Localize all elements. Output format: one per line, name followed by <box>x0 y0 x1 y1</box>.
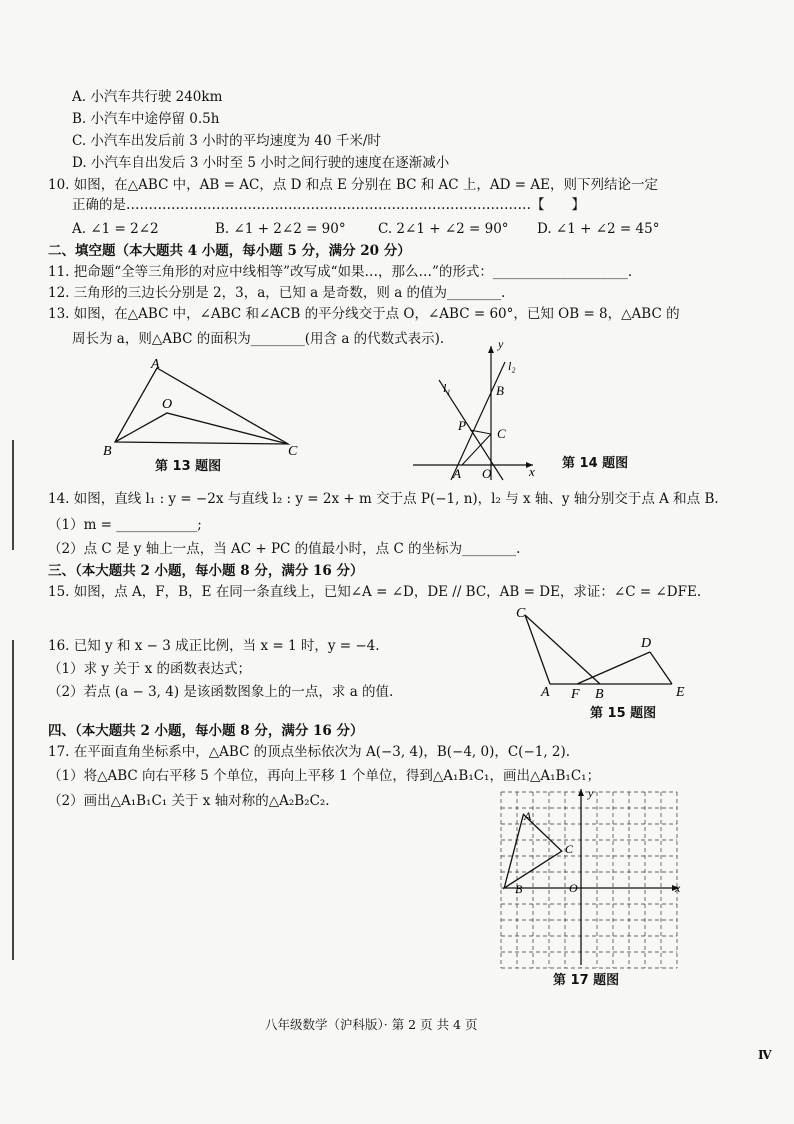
fig14-label-x: x <box>529 464 535 479</box>
q17-part-2: （2）画出△A₁B₁C₁ 关于 x 轴对称的△A₂B₂C₂. <box>48 793 330 809</box>
fig15-label-c: C <box>516 606 526 621</box>
fig14-label-l2: l₂ <box>508 359 516 373</box>
fig15-caption: 第 15 题图 <box>590 706 657 721</box>
fig15-label-f: F <box>571 687 580 702</box>
q14-part-1: （1）m = ____________; <box>48 517 202 533</box>
fig13-caption: 第 13 题图 <box>155 459 222 474</box>
q12: 12. 三角形的三边长分别是 2，3，a，已知 a 是奇数，则 a 的值为________. <box>48 285 506 301</box>
fig13-label-b: B <box>103 444 112 459</box>
section-3-heading: 三、（本大题共 2 小题，每小题 8 分，满分 16 分） <box>48 563 364 579</box>
q9-option-a: A. 小汽车共行驶 240km <box>72 89 223 105</box>
q15: 15. 如图，点 A，F，B，E 在同一条直线上，已知∠A = ∠D，DE // BC，AB = DE，求证：∠C = ∠DFE. <box>48 584 702 600</box>
fig17-label-a: A <box>524 809 532 823</box>
q9-option-c: C. 小汽车出发后前 3 小时的平均速度为 40 千米/时 <box>72 133 381 149</box>
q10-stem-cont: 正确的是………………………………………………………………………………【 】 <box>72 197 585 213</box>
fig17-caption: 第 17 题图 <box>553 973 620 988</box>
q9-option-d: D. 小汽车自出发后 3 小时至 5 小时之间行驶的速度在逐渐减小 <box>72 155 450 171</box>
fig14-label-l1: l₁ <box>443 381 451 395</box>
page-footer: 八年级数学（沪科版）· 第 2 页 共 4 页 <box>265 1017 478 1032</box>
q14-stem: 14. 如图，直线 l₁ : y = −2x 与直线 l₂ : y = 2x + m 交于点 P(−1, n)，l₂ 与 x 轴、y 轴分别交于点 A 和点 B. <box>48 491 719 507</box>
figure-15 <box>510 605 700 705</box>
fig15-label-e: E <box>676 685 685 700</box>
q16-stem: 16. 已知 y 和 x − 3 成正比例，当 x = 1 时，y = −4. <box>48 638 380 654</box>
q17-part-1: （1）将△ABC 向右平移 5 个单位，再向上平移 1 个单位，得到△A₁B₁C₁，画出△A₁B₁C₁； <box>48 768 601 784</box>
fig13-label-o: O <box>162 397 173 412</box>
fig15-label-b: B <box>595 687 604 702</box>
fig14-label-b: B <box>496 383 504 398</box>
q11: 11. 把命题“全等三角形的对应中线相等”改写成“如果…，那么…”的形式：____________________. <box>48 264 633 280</box>
fig13-label-a: A <box>151 357 160 372</box>
fig17-label-x: x <box>675 881 681 895</box>
fig17-label-y: y <box>588 786 594 800</box>
q13-stem: 13. 如图，在△ABC 中，∠ABC 和∠ACB 的平分线交于点 O，∠ABC = 60°，已知 OB = 8，△ABC 的 <box>48 306 680 322</box>
fig13-label-c: C <box>288 444 298 459</box>
q9-option-b: B. 小汽车中途停留 0.5h <box>72 111 220 127</box>
q16-part-2: （2）若点 (a − 3, 4) 是该函数图象上的一点，求 a 的值. <box>48 684 394 700</box>
q10-option-c: C. 2∠1 + ∠2 = 90° <box>378 221 509 237</box>
figure-13 <box>95 357 325 470</box>
figure-17-grid <box>495 785 695 970</box>
q10-option-a: A. ∠1 = 2∠2 <box>72 221 159 237</box>
q13-stem-cont: 周长为 a，则△ABC 的面积为________(用含 a 的代数式表示). <box>72 331 445 347</box>
q16-part-1: （1）求 y 关于 x 的函数表达式； <box>48 661 251 677</box>
fig15-label-a: A <box>541 685 550 700</box>
q10-option-d: D. ∠1 + ∠2 = 45° <box>537 221 660 237</box>
fig14-label-a: A <box>453 466 461 481</box>
fig14-label-o: O <box>482 466 492 481</box>
fig17-label-c: C <box>565 842 574 856</box>
fig14-label-c: C <box>497 426 506 441</box>
q17-stem: 17. 在平面直角坐标系中，△ABC 的顶点坐标依次为 A(−3, 4)，B(−4, 0)，C(−1, 2). <box>48 744 571 760</box>
fig14-label-p: P <box>458 418 466 433</box>
fig17-label-o: O <box>569 881 578 895</box>
corner-mark: Ⅳ <box>758 1048 772 1062</box>
fig14-label-y: y <box>498 337 504 351</box>
q10-stem: 10. 如图，在△ABC 中，AB = AC，点 D 和点 E 分别在 BC 和 AC 上，AD = AE，则下列结论一定 <box>48 177 658 193</box>
fig14-caption: 第 14 题图 <box>562 456 629 471</box>
q14-part-2: （2）点 C 是 y 轴上一点，当 AC + PC 的值最小时，点 C 的坐标为________. <box>48 541 521 557</box>
q10-option-b: B. ∠1 + 2∠2 = 90° <box>215 221 346 237</box>
fig15-label-d: D <box>641 636 652 651</box>
figure-14 <box>405 337 555 485</box>
fig17-label-b: B <box>515 882 523 896</box>
section-4-heading: 四、（本大题共 2 小题，每小题 8 分，满分 16 分） <box>48 723 364 739</box>
section-2-heading: 二、填空题（本大题共 4 小题，每小题 5 分，满分 20 分） <box>48 243 411 259</box>
